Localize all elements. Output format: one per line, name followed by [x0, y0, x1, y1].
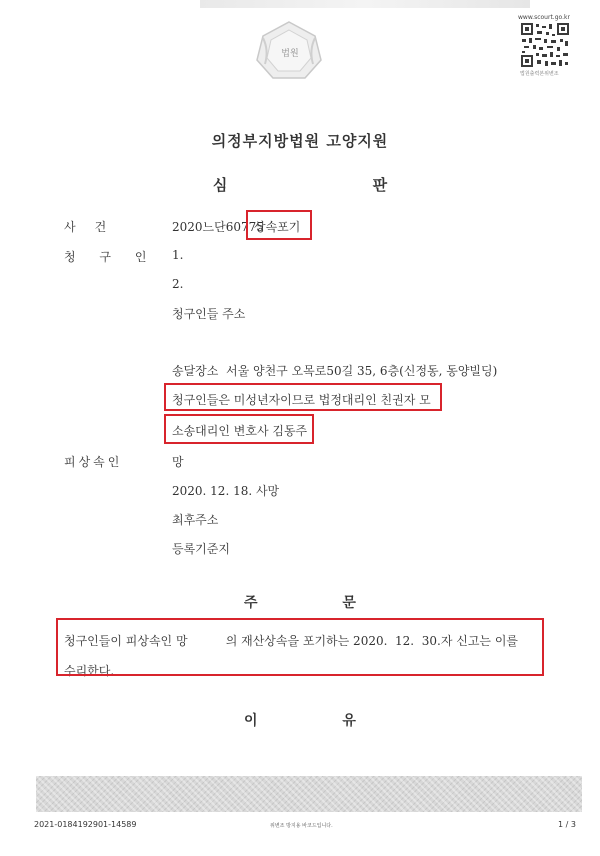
- attorney: 소송대리인 변호사 김동주: [172, 424, 308, 438]
- scan-artifact-stripe: [200, 0, 530, 8]
- court-name: 의정부지방법원 고양지원: [211, 132, 389, 150]
- registry-address: 등록기준지: [172, 542, 230, 556]
- case-name: 상속포기: [254, 220, 301, 234]
- legal-representative: 청구인들은 미성년자이므로 법정대리인 친권자 모: [172, 393, 431, 407]
- case-number: 2020느단60775: [172, 220, 264, 234]
- order-title: 주 문: [244, 595, 396, 611]
- petitioner-label: 청 구 인: [64, 250, 157, 264]
- highlight-box-case-name: [246, 210, 312, 240]
- order-line-1: 청구인들이 피상속인 망 의 재산상속을 포기하는 2020. 12. 30.자 신고는 이를: [64, 634, 519, 648]
- highlight-box-order: [56, 618, 544, 676]
- petitioner-1: 1.: [172, 248, 184, 262]
- footer-note: 위변조 방지용 바코드입니다.: [270, 823, 333, 829]
- qr-code-icon: [520, 22, 570, 68]
- document-title: 심 판: [212, 176, 458, 194]
- last-address: 최후주소: [172, 513, 219, 527]
- anti-forgery-barcode: [36, 776, 582, 812]
- petitioner-2: 2.: [172, 277, 184, 291]
- qr-caption: 법원출력본위변조: [520, 71, 559, 77]
- service-address: 송달장소 서울 양천구 오목로50길 35, 6층(신정동, 동양빌딩): [172, 364, 498, 378]
- reason-title: 이 유: [244, 713, 396, 729]
- qr-url: www.scourt.go.kr: [518, 14, 570, 21]
- document-number: 2021-0184192901-14589: [34, 820, 137, 829]
- seal-label: 법원: [281, 49, 299, 59]
- case-label: 사 건: [64, 220, 107, 234]
- deceased-label: 피상속인: [64, 455, 123, 469]
- petitioners-address: 청구인들 주소: [172, 307, 246, 321]
- highlight-box-attorney: [164, 414, 314, 444]
- death-date: 2020. 12. 18. 사망: [172, 484, 280, 498]
- order-line-2: 수리한다.: [64, 664, 115, 678]
- deceased-name: 망: [172, 455, 184, 469]
- highlight-box-legal-rep: [164, 383, 442, 411]
- page-number: 1 / 3: [558, 820, 576, 829]
